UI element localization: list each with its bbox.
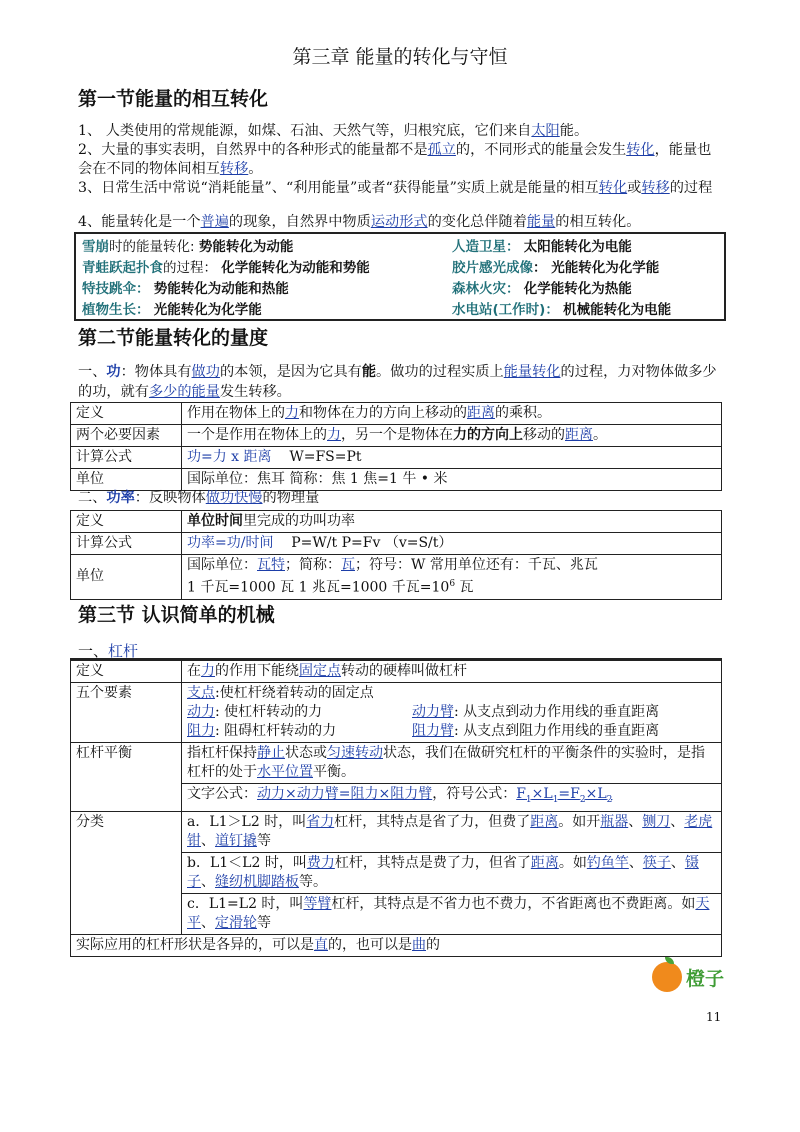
section-1-title: 第一节能量的相互转化: [78, 88, 269, 110]
table-row: 杠杆平衡 指杠杆保持静止状态或匀速转动状态，我们在做研究杠杆的平衡条件的实验时，是指杠杆的处于水平位置平衡。: [71, 743, 722, 784]
logo-text: 橙子: [686, 968, 725, 990]
chapter-title: 第三章 能量的转化与守恒: [292, 46, 508, 68]
table-row: 定义 单位时间里完成的功叫功率: [71, 511, 722, 533]
table-row: 实际应用的杠杆形状是各异的，可以是直的，也可以是曲的: [71, 934, 722, 956]
table-row: 计算公式 功=力 x 距离 W=FS=Pt: [71, 447, 722, 469]
lever-subheading: 一、杠杆: [78, 642, 139, 660]
s1-paragraph-3: 3、日常生活中常说“消耗能量”、“利用能量”或者“获得能量”实质上就是能量的相互转化或转移的过程: [78, 180, 713, 196]
table-row: c．L1=L2 时，叫等臂杠杆，其特点是不省力也不费力，不省距离也不费距离。如天平、定滑轮等: [71, 893, 722, 934]
s1-paragraph-4: 4、能量转化是一个普遍的现象，自然界中物质运动形式的变化总伴随着能量的相互转化。: [78, 214, 641, 230]
page-number: 11: [706, 1010, 722, 1024]
table-row: 定义 作用在物体上的力和物体在力的方向上移动的距离的乘积。: [71, 403, 722, 425]
s1-paragraph-1: 1、 人类使用的常规能源，如煤、石油、天然气等，归根究底，它们来自太阳能。: [78, 123, 589, 139]
table-row: 单位 国际单位：瓦特；简称：瓦；符号：W 常用单位还有：千瓦、兆瓦 1 千瓦=1000 瓦 1 兆瓦=1000 千瓦$=10^6$ 瓦: [71, 555, 722, 600]
example-row: 特技跳伞： 势能转化为动能和热能 森林火灾： 化学能转化为热能: [82, 281, 632, 297]
orange-icon: [652, 962, 682, 992]
section-2-title: 第二节能量转化的量度: [78, 327, 269, 349]
table-row: b．L1＜L2 时，叫费力杠杆，其特点是费了力，但省了距离。如钓鱼竿、筷子、镊子、缝纫机脚踏板等。: [71, 852, 722, 893]
example-row: 青蛙跃起扑食的过程： 化学能转化为动能和势能 胶片感光成像： 光能转化为化学能: [82, 260, 660, 276]
work-table: [70, 402, 722, 491]
s2-work-paragraph: 一、功：物体具有做功的本领，是因为它具有能。做功的过程实质上能量转化的过程，力对物体做多少的功，就有多少的能量发生转移。: [78, 364, 717, 400]
table-row: 文字公式：动力×动力臂=阻力×阻力臂，符号公式：$F_1\times L_1=F_2\times L_2$: [71, 784, 722, 812]
table-row: 单位 国际单位：焦耳 简称：焦 1 焦=1 牛 • 米: [71, 469, 722, 491]
s2-power-paragraph: 二、功率：反映物体做功快慢的物理量: [78, 490, 320, 506]
section-3-title: 第三节 认识简单的机械: [78, 604, 275, 626]
s1-paragraph-2: 2、大量的事实表明，自然界中的各种形式的能量都不是孤立的，不同形式的能量会发生转化，能量也会在不同的物体间相互转移。: [78, 142, 712, 177]
energy-conversion-examples-box: [74, 232, 726, 321]
example-row: 植物生长： 光能转化为化学能 水电站(工作时)： 机械能转化为电能: [82, 302, 672, 318]
table-row: 五个要素 支点:使杠杆绕着转动的固定点 动力: 使杠杆转动的力 动力臂: 从支点到动力作用线的垂直距离 阻力: 阻碍杠杆转动的力 阻力臂: 从支点到阻力作用线的垂直距离: [71, 683, 722, 743]
table-row: 两个必要因素 一个是作用在物体上的力，另一个是物体在力的方向上移动的距离。: [71, 425, 722, 447]
table-row: 定义 在力的作用下能绕固定点转动的硬棒叫做杠杆: [71, 661, 722, 683]
table-row: 计算公式 功率=功/时间 P=W/t P=Fv （v=S/t）: [71, 533, 722, 555]
power-table: [70, 510, 722, 600]
table-row: 分类 a．L1＞L2 时，叫省力杠杆，其特点是省了力，但费了距离。如开瓶器、铡刀、老虎钳、道钉撬等: [71, 811, 722, 852]
example-row: 雪崩时的能量转化: 势能转化为动能 人造卫星： 太阳能转化为电能: [82, 239, 632, 255]
lever-table: [70, 660, 722, 957]
